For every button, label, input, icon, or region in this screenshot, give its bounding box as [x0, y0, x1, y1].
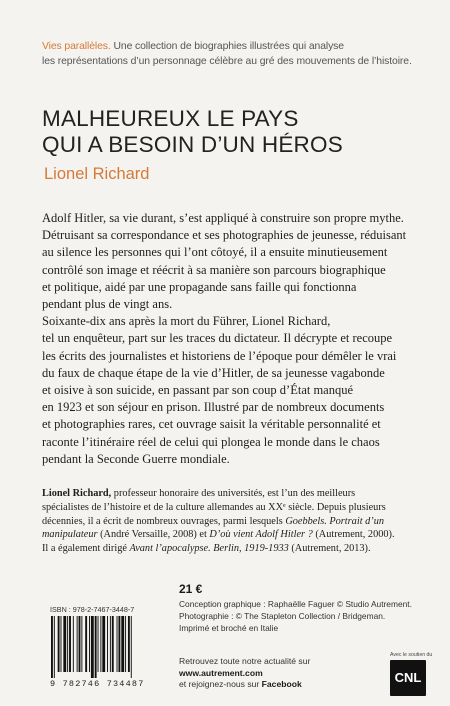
barcode-bar [110, 616, 111, 672]
barcode-bar [98, 616, 99, 672]
barcode-bar [125, 616, 126, 672]
barcode-bar [51, 616, 53, 678]
social-line3: et rejoignez-nous sur [179, 679, 262, 690]
facebook-link[interactable]: Facebook [261, 679, 302, 690]
title-line1: MALHEUREUX LE PAYS [42, 106, 299, 131]
bio-text: (André Versaille, 2008) et [97, 529, 210, 541]
cnl-logo: CNL [390, 660, 426, 696]
barcode-bar [73, 616, 74, 672]
social-line1: Retrouvez toute notre actualité sur [179, 656, 311, 666]
barcode-bar [67, 616, 68, 672]
desc-line: en 1923 et son séjour en prison. Illustré par de nombreux documents [42, 400, 385, 415]
barcode-bar [131, 616, 132, 678]
desc-line: pendant plus de vingt ans. [42, 297, 173, 312]
barcode-bar [79, 616, 81, 672]
credit-print: Imprimé et broché en Italie [179, 622, 279, 633]
series-name: Vies parallèles. [42, 41, 111, 52]
description-paragraph-1 [42, 210, 427, 313]
barcode-bar [117, 616, 118, 672]
ean-number: 9 782746 734487 [50, 679, 145, 689]
bio-text: (Autrement, 2013). [288, 543, 371, 555]
desc-line: raconte l’itinéraire réel de celui qui plongea le monde dans le chaos [42, 434, 380, 449]
barcode-bar [81, 616, 82, 672]
desc-line: Soixante-dix ans après la mort du Führer, Lionel Richard, [42, 314, 331, 329]
bio-text: professeur honoraire des universités, est l’un des meilleurs [111, 488, 356, 499]
author-bio [42, 487, 432, 556]
bio-line: spécialistes de l’histoire et de la culture allemandes au XXᵉ siècle. Depuis plusieurs [42, 501, 386, 513]
series-text-line1: Une collection de biographies illustrées qui analyse [113, 41, 344, 52]
barcode-bar [121, 616, 124, 672]
barcode-bar [112, 616, 114, 672]
publisher-social [179, 656, 409, 691]
desc-line: et politique, aidé par une propagande sans faille qui fonctionna [42, 279, 357, 294]
barcode-bar [118, 616, 120, 672]
barcode-bar [91, 616, 94, 678]
credit-photo: Photographie : © The Stapleton Collection / Bridgeman. [179, 610, 386, 621]
barcode-bar [63, 616, 66, 672]
credits [179, 599, 439, 634]
barcode-bar [85, 616, 87, 672]
bio-text: décennies, il a écrit de nombreux ouvrages, parmi lesquels [42, 515, 286, 527]
description-paragraph-2 [42, 313, 427, 468]
bio-book-title: Avant l’apocalypse. Berlin, 1919-1933 [129, 543, 289, 555]
title-line2: QUI A BESOIN D’UN HÉROS [42, 132, 343, 157]
bio-book-title: D’où vient Adolf Hitler ? [209, 529, 313, 541]
desc-line: les écrits des journalistes et historiens de l’époque pour démêler le vrai [42, 348, 397, 363]
bio-line [42, 487, 432, 501]
series-text-line2: les représentations d’un personnage célèbre au gré des mouvements de l’histoire. [42, 55, 412, 67]
bio-line [42, 528, 432, 542]
credit-design: Conception graphique : Raphaëlle Faguer © Studio Autrement. [179, 599, 412, 609]
desc-line: Adolf Hitler, sa vie durant, s’est appliqué à construire son propre mythe. [42, 211, 404, 225]
barcode-bar [77, 616, 78, 672]
bio-text: Il a également dirigé [42, 543, 130, 555]
description [42, 210, 427, 468]
bio-text: (Autrement, 2000). [312, 529, 395, 541]
barcode-bar [61, 616, 62, 672]
barcode-bar [89, 616, 90, 672]
price: 21 € [179, 582, 203, 596]
desc-line: contrôlé son image et réécrit à sa manière son parcours biographique [42, 262, 386, 277]
desc-line: au silence les personnes qui l’ont côtoyé, il a ensuite minutieusement [42, 245, 388, 260]
barcode-bar [54, 616, 55, 678]
barcode-bar [69, 616, 71, 672]
barcode-bar [100, 616, 101, 672]
publisher-website-link[interactable]: www.autrement.com [179, 667, 263, 678]
barcode-image [50, 616, 156, 678]
desc-line: et oisive à son suicide, en passant par son coup d’État manqué [42, 383, 354, 398]
cnl-support-block [390, 652, 434, 696]
desc-line: tel un enquêteur, part sur les traces du dictateur. Il décrypte et recoupe [42, 331, 393, 346]
desc-line: et photographies rares, cet ouvrage saisit la véritable personnalité et [42, 417, 381, 432]
isbn: ISBN : 978-2-7467-3448-7 [50, 605, 135, 614]
barcode-block [50, 605, 158, 689]
barcode-bar [128, 616, 130, 672]
cnl-support-text: Avec le soutien du [390, 652, 433, 658]
bio-line [42, 542, 432, 556]
book-title [42, 106, 343, 158]
barcode-bar [107, 616, 108, 672]
barcode-bar [95, 616, 97, 678]
barcode-bar [58, 616, 60, 672]
desc-line: du faux de chaque étape de la vie d’Hitler, de sa jeunesse vagabonde [42, 365, 385, 380]
bio-book-title: manipulateur [42, 529, 98, 541]
book-author: Lionel Richard [44, 165, 150, 183]
series-blurb [42, 40, 442, 69]
barcode-bar [102, 616, 105, 672]
bio-author-name: Lionel Richard, [42, 488, 112, 499]
bio-book-title: Goebbels. Portrait d’un [285, 515, 384, 527]
desc-line: Détruisant sa correspondance et ses photographies de jeunesse, réduisant [42, 228, 407, 243]
bio-line [42, 515, 432, 529]
desc-line: pendant la Seconde Guerre mondiale. [42, 451, 230, 466]
